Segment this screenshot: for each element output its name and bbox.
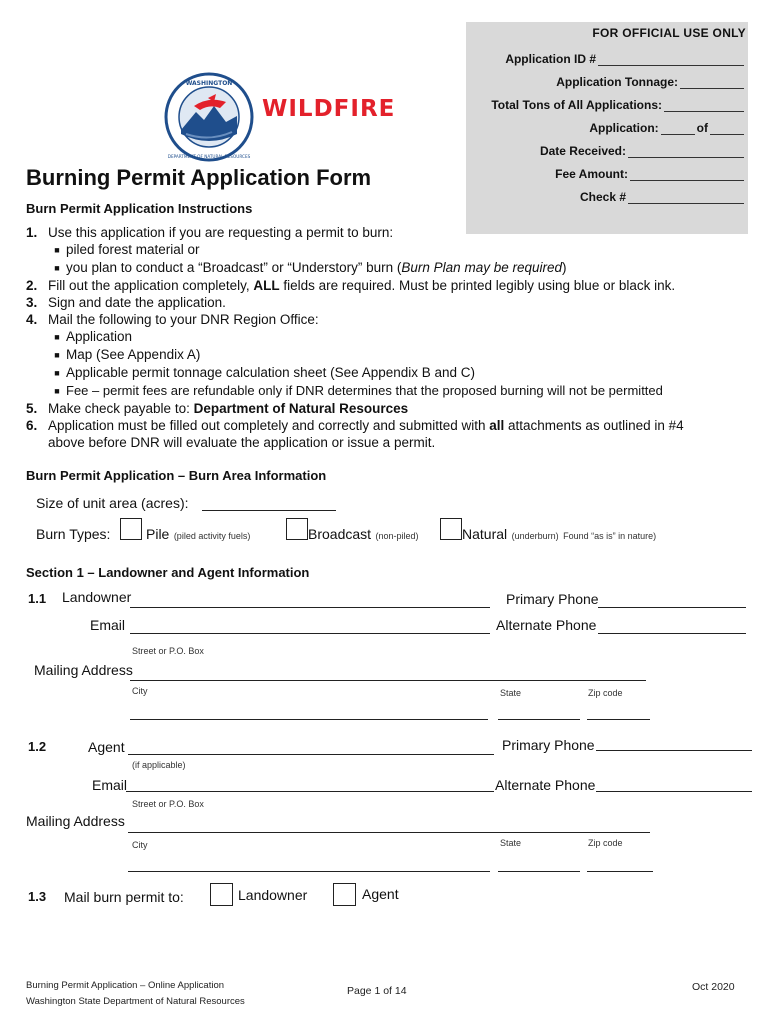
instruction-3: 3. Sign and date the application.	[26, 295, 226, 310]
landowner-street-input[interactable]	[130, 680, 646, 681]
size-input[interactable]	[202, 510, 336, 511]
footer-line-2: Washington State Department of Natural Resources	[26, 996, 245, 1007]
footer-date: Oct 2020	[692, 981, 735, 993]
agent-email-input[interactable]	[126, 791, 494, 792]
agent-if-applicable: (if applicable)	[132, 760, 186, 770]
landowner-mailing-address-label: Mailing Address	[34, 662, 133, 678]
date-received-row	[540, 144, 744, 158]
instruction-6: 6. Application must be filled out completely and correctly and submitted with all attachments as outlined in #4	[26, 418, 684, 433]
landowner-label: Landowner	[62, 589, 132, 605]
footer-line-1: Burning Permit Application – Online Application	[26, 980, 225, 991]
instruction-2: 2. Fill out the application completely, ALL fields are required. Must be printed legibly using blue or black ink.	[26, 278, 676, 293]
broadcast-checkbox[interactable]	[286, 518, 308, 540]
landowner-state-hint: State	[500, 688, 522, 698]
landowner-state-input[interactable]	[498, 719, 580, 720]
instruction-4a: ■ Application	[54, 329, 133, 344]
instruction-6-cont: above before DNR will evaluate the application or issue a permit.	[48, 435, 436, 450]
page-number: Page 1 of 14	[347, 985, 407, 997]
date-received-field[interactable]	[628, 145, 744, 158]
landowner-email-label: Email	[90, 617, 126, 633]
instruction-1b: ■ you plan to conduct a “Broadcast” or “Understory” burn (Burn Plan may be required)	[54, 260, 567, 275]
application-tonnage-row	[556, 75, 744, 89]
application-total-field[interactable]	[710, 122, 744, 135]
landowner-email-input[interactable]	[130, 633, 490, 634]
instruction-4d: ■ Fee – permit fees are refundable only if DNR determines that the proposed burning will not be permitted	[54, 383, 663, 398]
fee-amount-row	[555, 167, 744, 181]
instructions-list	[26, 224, 746, 451]
mail-to-agent-checkbox[interactable]	[333, 883, 356, 906]
agent-state-hint: State	[500, 838, 522, 848]
landowner-city-input[interactable]	[130, 719, 488, 720]
fee-amount-field[interactable]	[630, 168, 744, 181]
application-id-label: Application ID #	[505, 52, 596, 66]
application-count-label: Application:	[589, 121, 659, 135]
check-field[interactable]	[628, 191, 744, 204]
official-use-box	[466, 22, 748, 234]
agent-label: Agent	[88, 739, 125, 755]
pile-option: Pile (piled activity fuels)	[146, 526, 251, 542]
application-tonnage-field[interactable]	[680, 76, 744, 89]
svg-text:WASHINGTON: WASHINGTON	[185, 80, 233, 87]
total-tons-field[interactable]	[664, 99, 744, 112]
section-1-2-number: 1.2	[28, 739, 47, 754]
natural-option: Natural (underburn) Found “as is” in nature)	[462, 526, 657, 542]
application-id-field[interactable]	[598, 53, 744, 66]
mail-to-landowner-label: Landowner	[238, 887, 308, 903]
landowner-street-hint: Street or P.O. Box	[132, 646, 204, 656]
page-title: Burning Permit Application Form	[26, 165, 372, 190]
agent-email-label: Email	[92, 777, 128, 793]
agent-street-input[interactable]	[128, 832, 650, 833]
total-tons-label: Total Tons of All Applications:	[491, 98, 662, 112]
dnr-seal-logo	[164, 72, 254, 162]
svg-text:DEPARTMENT OF NATURAL RESOURCE: DEPARTMENT OF NATURAL RESOURCES	[167, 154, 251, 159]
total-tons-row	[491, 98, 744, 112]
date-received-label: Date Received:	[539, 144, 626, 158]
natural-checkbox[interactable]	[440, 518, 462, 540]
landowner-alternate-phone-input[interactable]	[598, 633, 746, 634]
agent-alternate-phone-input[interactable]	[596, 791, 752, 792]
application-id-row	[505, 52, 744, 66]
instruction-4c: ■ Applicable permit tonnage calculation sheet (See Appendix B and C)	[54, 365, 476, 380]
instruction-4: 4. Mail the following to your DNR Region Office:	[26, 312, 319, 327]
instruction-1a: ■ piled forest material or	[54, 242, 200, 257]
agent-primary-phone-label: Primary Phone	[502, 737, 595, 753]
size-label: Size of unit area (acres):	[36, 495, 189, 511]
official-use-title: FOR OFFICIAL USE ONLY	[592, 26, 746, 40]
instructions-heading: Burn Permit Application Instructions	[26, 201, 253, 216]
mail-to-label: Mail burn permit to:	[64, 889, 184, 905]
broadcast-option: Broadcast (non-piled)	[308, 526, 419, 542]
section-1-1-number: 1.1	[28, 591, 47, 606]
landowner-primary-phone-input[interactable]	[598, 607, 746, 608]
landowner-input[interactable]	[130, 607, 490, 608]
agent-city-hint: City	[132, 840, 148, 850]
burn-types-label: Burn Types:	[36, 526, 111, 542]
mail-to-landowner-checkbox[interactable]	[210, 883, 233, 906]
check-row	[580, 190, 744, 204]
section1-heading: Section 1 – Landowner and Agent Information	[26, 565, 310, 580]
agent-street-hint: Street or P.O. Box	[132, 799, 204, 809]
agent-city-input[interactable]	[128, 871, 490, 872]
fee-amount-label: Fee Amount:	[555, 167, 628, 181]
agent-zip-input[interactable]	[587, 871, 653, 872]
section-1-3-number: 1.3	[28, 889, 47, 904]
application-number-field[interactable]	[661, 122, 695, 135]
landowner-alternate-phone-label: Alternate Phone	[496, 617, 597, 633]
instruction-4b: ■ Map (See Appendix A)	[54, 347, 201, 362]
landowner-zip-hint: Zip code	[588, 688, 623, 698]
agent-zip-hint: Zip code	[588, 838, 623, 848]
dnr-seal-icon	[164, 72, 254, 162]
application-count-row	[589, 121, 744, 135]
agent-state-input[interactable]	[498, 871, 580, 872]
agent-input[interactable]	[128, 754, 494, 755]
agent-primary-phone-input[interactable]	[596, 750, 752, 751]
of-label: of	[696, 121, 708, 135]
application-tonnage-label: Application Tonnage:	[556, 75, 678, 89]
agent-mailing-address-label: Mailing Address	[26, 813, 125, 829]
check-label: Check #	[579, 190, 626, 204]
instruction-1: 1. Use this application if you are requesting a permit to burn:	[26, 225, 394, 240]
mail-to-agent-label: Agent	[362, 886, 399, 902]
landowner-zip-input[interactable]	[587, 719, 650, 720]
instruction-5: 5. Make check payable to: Department of Natural Resources	[26, 401, 409, 416]
wildfire-wordmark: WILDFIRE	[262, 96, 396, 122]
burn-area-heading: Burn Permit Application – Burn Area Information	[26, 468, 327, 483]
pile-checkbox[interactable]	[120, 518, 142, 540]
landowner-primary-phone-label: Primary Phone	[506, 591, 599, 607]
agent-alternate-phone-label: Alternate Phone	[495, 777, 596, 793]
landowner-city-hint: City	[132, 686, 148, 696]
